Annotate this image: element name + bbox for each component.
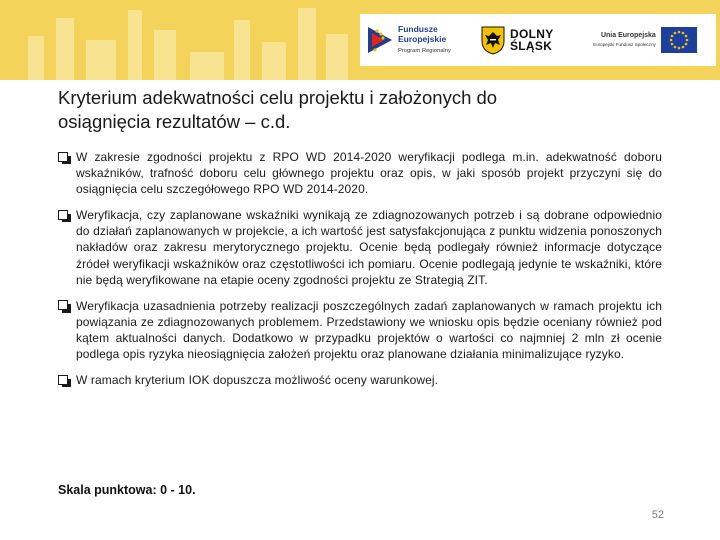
decor-block	[190, 52, 224, 80]
dolny-slask-logo	[480, 14, 554, 66]
decor-block	[326, 34, 348, 80]
page-title	[58, 86, 658, 134]
title-line1: Kryterium adekwatności celu projektu i założonych do	[58, 87, 498, 108]
decor-block	[234, 20, 250, 80]
checkbox-bullet-icon	[58, 300, 68, 310]
decor-block	[28, 36, 44, 80]
decor-block	[86, 40, 116, 80]
fe-line3: Program Regionalny	[398, 48, 451, 54]
checkbox-bullet-icon	[58, 152, 68, 162]
list-item-text: W zakresie zgodności projektu z RPO WD 2014-2020 weryfikacji podlega m.in. adekwatność doboru wskaźników, trafność doboru celu głównego projektu oraz opis, w jaki sposób projekt przyczyni się do osiągnięcia celu szczegółowego RPO WD 2014-2020.	[76, 150, 662, 197]
decor-block	[154, 30, 176, 80]
eu-flag-icon	[661, 27, 697, 53]
ds-line1: DOLNY	[510, 27, 554, 41]
title-line2: osiągnięcia rezultatów – c.d.	[58, 111, 291, 132]
list-item-text: Weryfikacja uzasadnienia potrzeby realizacji poszczególnych zadań zaplanowanych w ramach projektu ich powiązania ze zdiagnozowanych problemem. Przedstawiony we wniosku opis będzie oceniany również pod kątem aktualności danych. Dodatkowo w przypadku projektów o wartości co najmniej 2 mln zł ocenie podlega opis ryzyka nieosiągnięcia założeń projektu oraz planowane działania minimalizujące ryzyko.	[76, 298, 662, 362]
decor-block	[128, 10, 142, 80]
list-item	[58, 149, 662, 197]
list-item-text: Weryfikacja, czy zaplanowane wskaźniki wynikają ze zdiagnozowanych potrzeb i są dobrane odpowiednio do działań zaplanowanych w projekcie, a ich wartość jest satysfakcjonująca z punktu widzenia ponoszonych nakładów oraz zakresu merytorycznego projektu. Ocenie będą podlegały również informacje dotyczące źródeł weryfikacji wskaźników oraz częstotliwości ich pomiaru. Ocenie podlegają jedynie te wskaźniki, które nie będą weryfikowane na etapie oceny zgodności projektu ze Strategią ZIT.	[76, 208, 662, 287]
unia-europejska-logo	[593, 14, 697, 66]
decor-block	[262, 42, 286, 80]
eagle-shield-icon	[480, 25, 506, 55]
checkbox-bullet-icon	[58, 210, 68, 220]
page-number: 52	[651, 509, 664, 521]
decor-block	[298, 8, 316, 80]
list-item	[58, 207, 662, 287]
list-item	[58, 298, 662, 362]
header-band	[0, 0, 720, 80]
fe-line2: Europejskie	[398, 34, 447, 44]
list-item	[58, 372, 662, 388]
stars-arrow-icon	[366, 23, 394, 57]
bullet-list	[58, 149, 662, 398]
scoring-scale: Skala punktowa: 0 - 10.	[58, 483, 196, 497]
ue-line2: Europejski Fundusz Społeczny	[593, 42, 656, 47]
fundusze-europejskie-logo	[366, 14, 451, 66]
list-item-text: W ramach kryterium IOK dopuszcza możliwość oceny warunkowej.	[76, 373, 439, 388]
decor-block	[56, 18, 74, 80]
fe-line1: Fundusze	[398, 24, 438, 34]
ue-line1: Unia Europejska	[600, 32, 656, 39]
checkbox-bullet-icon	[58, 375, 68, 385]
logo-strip	[360, 14, 716, 66]
ds-line2: ŚLĄSK	[510, 39, 553, 53]
